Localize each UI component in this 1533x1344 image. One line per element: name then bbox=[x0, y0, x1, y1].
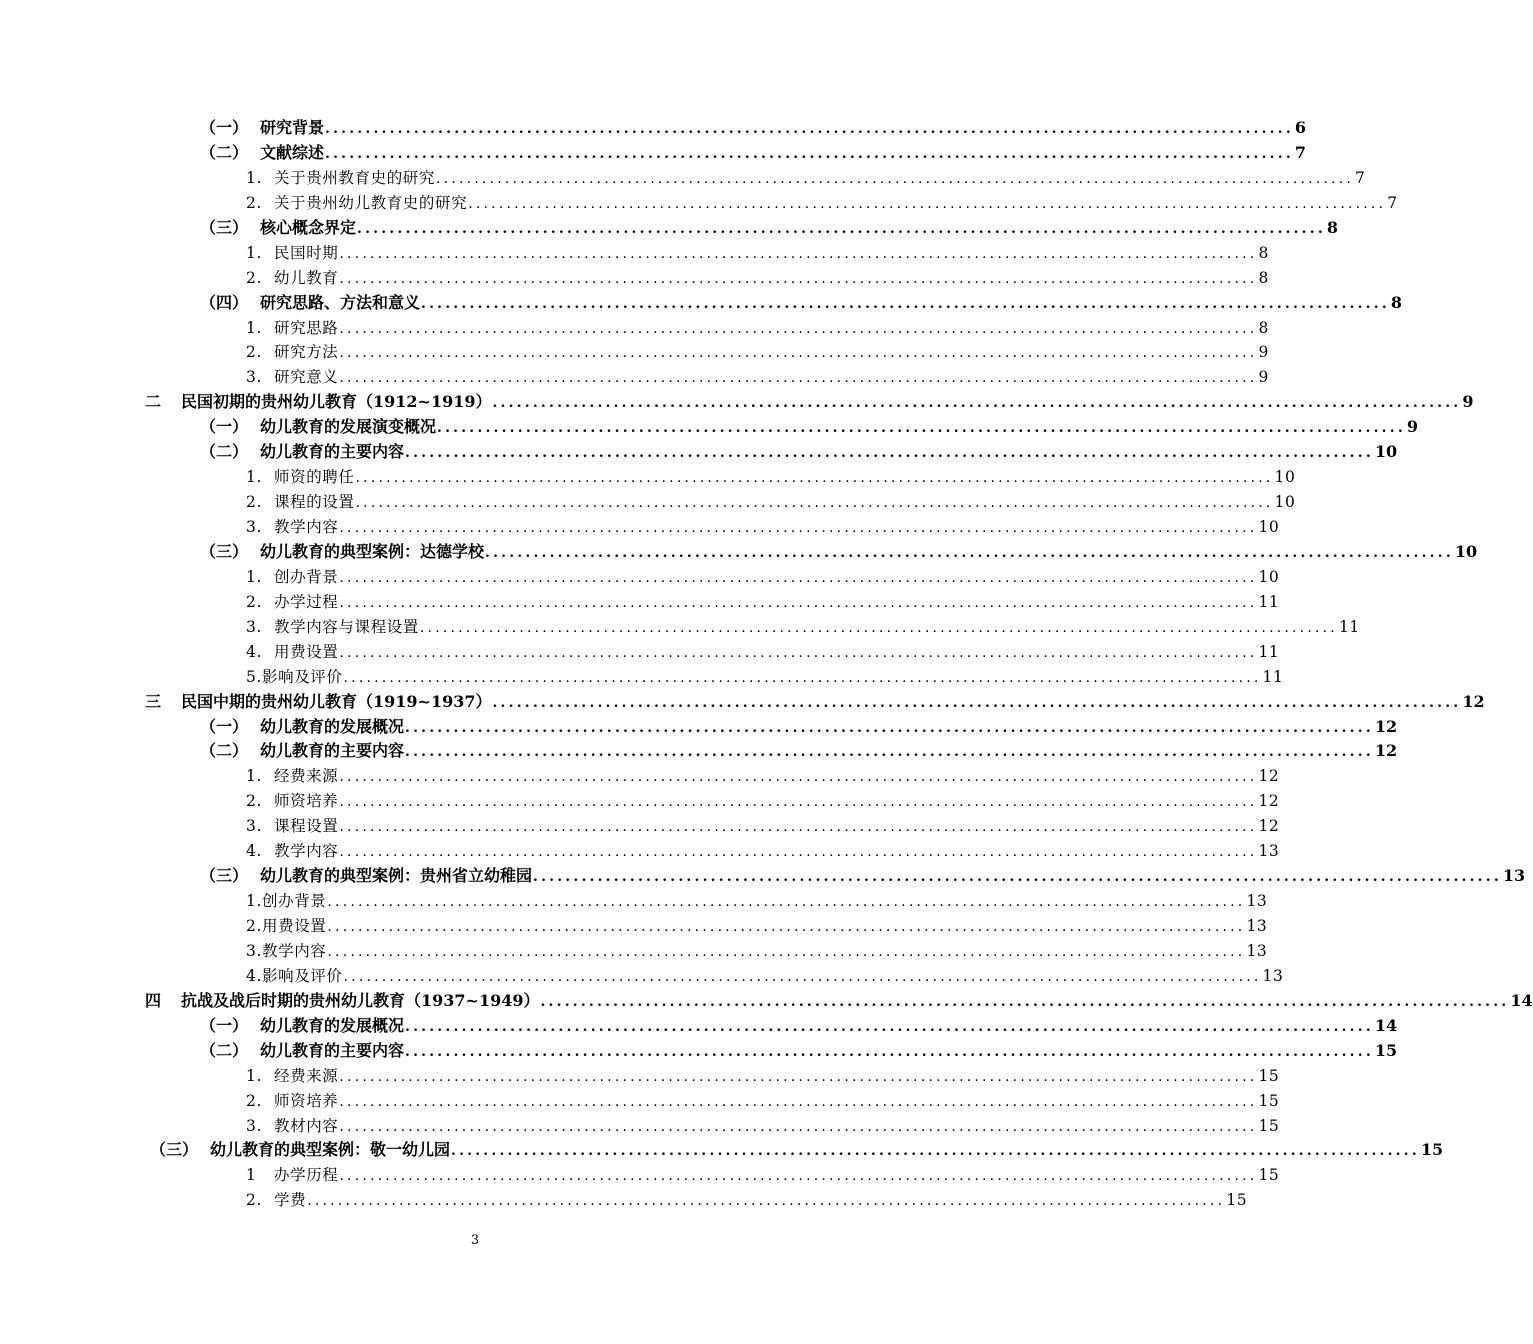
toc-entry-heading bbox=[145, 690, 491, 715]
toc-entry-title: 影响及评价 bbox=[262, 966, 343, 985]
toc-leader-dots: ........................................................................................................................ bbox=[327, 919, 1246, 935]
toc-entry-page: 11 bbox=[1338, 617, 1360, 636]
toc-entry-title: 研究思路、方法和意义 bbox=[260, 292, 421, 312]
toc-entry-number: 三 bbox=[145, 691, 162, 711]
toc-entry-title: 办学历程 bbox=[274, 1166, 339, 1185]
toc-leader-dots: ........................................................................................................................ bbox=[492, 395, 1462, 412]
toc-entry-heading bbox=[200, 116, 324, 141]
toc-leader-dots: ........................................................................................................................ bbox=[325, 121, 1294, 137]
toc-leader-dots: ........................................................................................................................ bbox=[339, 844, 1258, 861]
toc-entry[interactable] bbox=[0, 1039, 1398, 1064]
toc-entry-page: 10 bbox=[1454, 541, 1478, 561]
toc-leader-dots: ........................................................................................................................ bbox=[405, 1018, 1374, 1035]
toc-entry[interactable] bbox=[0, 565, 1280, 590]
toc-entry-heading bbox=[246, 316, 338, 341]
toc-leader-dots: ........................................................................................................................ bbox=[327, 943, 1246, 960]
toc-leader-dots: ........................................................................................................................ bbox=[339, 245, 1258, 262]
toc-leader-dots: ........................................................................................................................ bbox=[307, 1193, 1226, 1210]
toc-entry-heading bbox=[145, 989, 539, 1014]
toc-entry-page: 15 bbox=[1258, 1091, 1280, 1110]
toc-entry[interactable] bbox=[0, 914, 1268, 939]
toc-entry-heading bbox=[200, 141, 324, 166]
toc-entry[interactable] bbox=[0, 291, 1403, 316]
toc-entry-number: 2. bbox=[246, 1191, 262, 1210]
toc-leader-dots: ........................................................................................................................ bbox=[355, 495, 1274, 512]
toc-leader-dots: ........................................................................................................................ bbox=[533, 869, 1502, 886]
toc-entry-number: 四 bbox=[145, 990, 162, 1010]
toc-entry-number: 2. bbox=[246, 193, 262, 212]
toc-entry-title: 核心概念界定 bbox=[260, 217, 357, 237]
toc-entry-title: 幼儿教育的发展概况 bbox=[260, 716, 405, 736]
toc-entry-heading bbox=[200, 540, 484, 565]
toc-entry-number: 2. bbox=[246, 343, 262, 362]
toc-leader-dots: ........................................................................................................................ bbox=[339, 1068, 1258, 1085]
toc-entry-title: 创办背景 bbox=[262, 892, 327, 911]
toc-entry-page: 15 bbox=[1258, 1066, 1280, 1085]
toc-leader-dots: ........................................................................................................................ bbox=[339, 644, 1258, 661]
toc-leader-dots: ........................................................................................................................ bbox=[339, 819, 1258, 836]
toc-entry-number: 3. bbox=[246, 368, 262, 387]
toc-leader-dots: ........................................................................................................................ bbox=[339, 270, 1258, 287]
toc-entry-number: 2. bbox=[246, 1091, 262, 1110]
toc-entry[interactable] bbox=[0, 989, 1533, 1014]
toc-entry-heading bbox=[246, 789, 338, 814]
toc-entry-title: 教学内容 bbox=[262, 941, 327, 960]
toc-entry-title: 研究方法 bbox=[274, 343, 339, 362]
toc-entry-page: 11 bbox=[1258, 642, 1280, 661]
toc-entry[interactable] bbox=[0, 116, 1307, 141]
toc-leader-dots: ........................................................................................................................ bbox=[540, 993, 1510, 1010]
toc-entry-title: 幼儿教育的典型案例：贵州省立幼稚园 bbox=[260, 866, 533, 886]
toc-entry-number: 1 bbox=[246, 1166, 257, 1185]
toc-entry[interactable] bbox=[0, 390, 1474, 415]
toc-entry-title: 幼儿教育 bbox=[274, 268, 339, 287]
toc-entry-number: 1. bbox=[246, 567, 262, 586]
toc-entry-page: 12 bbox=[1258, 817, 1280, 836]
toc-entry-page: 8 bbox=[1326, 217, 1339, 237]
toc-entry-number: （一） bbox=[200, 716, 249, 736]
toc-entry-page: 8 bbox=[1258, 268, 1269, 287]
toc-entry-heading bbox=[246, 640, 338, 665]
toc-entry-number: （二） bbox=[200, 142, 249, 162]
toc-entry-number: （三） bbox=[200, 866, 249, 886]
toc-entry-title: 研究思路 bbox=[274, 318, 339, 337]
toc-leader-dots: ........................................................................................................................ bbox=[339, 769, 1258, 786]
toc-entry-heading bbox=[246, 665, 343, 690]
toc-entry-heading bbox=[200, 864, 532, 889]
toc-entry[interactable] bbox=[0, 316, 1269, 341]
toc-entry-title: 幼儿教育的典型案例：敬一幼儿园 bbox=[210, 1140, 451, 1160]
toc-leader-dots: ........................................................................................................................ bbox=[419, 619, 1338, 636]
toc-entry-number: 2. bbox=[246, 792, 262, 811]
toc-entry-heading bbox=[200, 291, 420, 316]
toc-entry-title: 关于贵州幼儿教育史的研究 bbox=[274, 193, 468, 212]
toc-entry-title: 学费 bbox=[274, 1191, 307, 1210]
toc-entry-page: 12 bbox=[1258, 767, 1280, 786]
toc-entry[interactable] bbox=[0, 440, 1398, 465]
toc-entry[interactable] bbox=[0, 939, 1268, 964]
toc-entry-title: 关于贵州教育史的研究 bbox=[274, 168, 436, 187]
toc-entry-heading bbox=[200, 440, 404, 465]
toc-entry-title: 经费来源 bbox=[274, 767, 339, 786]
toc-entry-page: 7 bbox=[1294, 142, 1307, 162]
toc-entry-heading bbox=[145, 390, 491, 415]
toc-entry-title: 幼儿教育的发展概况 bbox=[260, 1015, 405, 1035]
toc-entry-heading bbox=[246, 1163, 338, 1188]
toc-entry-heading bbox=[246, 964, 343, 989]
toc-entry-heading bbox=[246, 565, 338, 590]
toc-leader-dots: ........................................................................................................................ bbox=[339, 1118, 1258, 1135]
toc-entry[interactable] bbox=[0, 191, 1398, 216]
toc-leader-dots: ........................................................................................................................ bbox=[355, 470, 1274, 487]
toc-leader-dots: ........................................................................................................................ bbox=[325, 145, 1294, 162]
toc-entry-number: 2. bbox=[246, 268, 262, 287]
toc-entry-page: 10 bbox=[1274, 493, 1296, 512]
toc-entry-page: 9 bbox=[1462, 392, 1474, 412]
toc-entry-title: 经费来源 bbox=[274, 1066, 339, 1085]
toc-entry-title: 师资培养 bbox=[274, 792, 339, 811]
toc-leader-dots: ........................................................................................................................ bbox=[436, 170, 1355, 187]
toc-entry-title: 教学内容 bbox=[274, 518, 339, 536]
toc-entry[interactable] bbox=[0, 789, 1280, 814]
toc-entry-title: 民国初期的贵州幼儿教育（1912~1919） bbox=[181, 392, 492, 412]
toc-entry[interactable] bbox=[0, 1089, 1280, 1114]
toc-entry-number: 1. bbox=[246, 1066, 262, 1085]
toc-entry-number: 4. bbox=[246, 842, 262, 861]
toc-entry[interactable] bbox=[0, 665, 1284, 690]
toc-leader-dots: ........................................................................................................................ bbox=[339, 794, 1258, 811]
toc-leader-dots: ........................................................................................................................ bbox=[405, 719, 1374, 736]
toc-leader-dots: ........................................................................................................................ bbox=[492, 694, 1462, 711]
toc-entry-heading bbox=[246, 939, 326, 964]
toc-entry-heading bbox=[200, 1039, 404, 1064]
toc-entry-number: 5. bbox=[246, 667, 262, 686]
toc-entry[interactable] bbox=[0, 864, 1526, 889]
toc-leader-dots: ........................................................................................................................ bbox=[405, 1043, 1374, 1060]
toc-entry-heading bbox=[246, 191, 467, 216]
toc-entry-number: 3. bbox=[246, 518, 262, 536]
toc-entry-number: （二） bbox=[200, 442, 249, 462]
toc-entry-heading bbox=[246, 490, 355, 515]
toc-entry-title: 民国中期的贵州幼儿教育（1919~1937） bbox=[181, 691, 492, 711]
toc-entry[interactable] bbox=[0, 340, 1269, 365]
toc-leader-dots: ........................................................................................................................ bbox=[339, 569, 1258, 586]
toc-entry-number: （一） bbox=[200, 1015, 249, 1035]
toc-entry[interactable] bbox=[0, 166, 1366, 191]
toc-entry-page: 7 bbox=[1387, 193, 1398, 212]
toc-entry-page: 12 bbox=[1374, 741, 1398, 761]
toc-entry-heading bbox=[246, 241, 338, 266]
toc-entry[interactable] bbox=[0, 415, 1419, 440]
toc-entry-page: 10 bbox=[1258, 518, 1280, 536]
toc-entry-heading bbox=[246, 515, 338, 540]
toc-entry-heading bbox=[200, 715, 404, 740]
toc-entry-page: 9 bbox=[1406, 417, 1419, 437]
toc-entry-number: 3. bbox=[246, 941, 262, 960]
toc-entry-title: 幼儿教育的主要内容 bbox=[260, 741, 405, 761]
toc-entry[interactable] bbox=[0, 515, 1280, 540]
toc-entry-number: 1. bbox=[246, 318, 262, 337]
toc-entry-number: （二） bbox=[200, 1040, 249, 1060]
table-of-contents bbox=[0, 116, 1533, 1213]
toc-entry-heading bbox=[150, 1138, 450, 1163]
toc-leader-dots: ........................................................................................................................ bbox=[485, 544, 1454, 561]
toc-leader-dots: ........................................................................................................................ bbox=[339, 594, 1258, 611]
toc-entry[interactable] bbox=[0, 715, 1398, 740]
toc-entry-heading bbox=[246, 814, 338, 839]
toc-entry[interactable] bbox=[0, 739, 1398, 764]
toc-entry-heading bbox=[246, 166, 435, 191]
toc-leader-dots: ........................................................................................................................ bbox=[339, 320, 1258, 337]
toc-entry-heading bbox=[246, 1064, 338, 1089]
toc-entry-page: 13 bbox=[1258, 842, 1280, 861]
toc-entry-number: （二） bbox=[200, 741, 249, 761]
toc-entry-number: 4. bbox=[246, 642, 262, 661]
toc-entry[interactable] bbox=[0, 465, 1296, 490]
toc-entry[interactable] bbox=[0, 1114, 1280, 1139]
toc-entry[interactable] bbox=[0, 540, 1478, 565]
toc-entry-title: 文献综述 bbox=[260, 142, 325, 162]
toc-leader-dots: ........................................................................................................................ bbox=[405, 744, 1374, 761]
toc-entry-page: 13 bbox=[1502, 866, 1526, 886]
toc-entry-title: 课程的设置 bbox=[274, 493, 355, 512]
toc-entry-number: 二 bbox=[145, 392, 162, 412]
toc-entry-number: 1. bbox=[246, 168, 262, 187]
toc-entry[interactable] bbox=[0, 964, 1284, 989]
toc-entry-title: 创办背景 bbox=[274, 567, 339, 586]
toc-entry-number: （三） bbox=[200, 217, 249, 237]
toc-entry-page: 8 bbox=[1258, 318, 1269, 337]
toc-leader-dots: ........................................................................................................................ bbox=[339, 1168, 1258, 1185]
toc-entry[interactable] bbox=[0, 889, 1268, 914]
toc-entry-heading bbox=[246, 615, 419, 640]
toc-entry-page: 14 bbox=[1510, 990, 1533, 1010]
toc-entry[interactable] bbox=[0, 590, 1280, 615]
toc-entry-heading bbox=[246, 1089, 338, 1114]
toc-entry-title: 教学内容与课程设置 bbox=[274, 617, 419, 636]
toc-entry-heading bbox=[246, 914, 326, 939]
toc-entry-page: 12 bbox=[1462, 691, 1485, 711]
toc-entry[interactable] bbox=[0, 490, 1296, 515]
toc-entry-title: 民国时期 bbox=[274, 243, 339, 262]
toc-entry-page: 15 bbox=[1420, 1140, 1444, 1160]
toc-entry-title: 用费设置 bbox=[262, 917, 327, 935]
toc-entry-page: 10 bbox=[1374, 442, 1398, 462]
toc-leader-dots: ........................................................................................................................ bbox=[339, 520, 1258, 536]
toc-entry-heading bbox=[200, 1014, 404, 1039]
toc-entry[interactable] bbox=[0, 241, 1269, 266]
toc-entry-title: 用费设置 bbox=[274, 642, 339, 661]
toc-entry-number: 1. bbox=[246, 767, 262, 786]
toc-entry-page: 11 bbox=[1258, 592, 1280, 611]
page-number: 3 bbox=[470, 1233, 480, 1248]
toc-entry-number: 2. bbox=[246, 917, 262, 935]
toc-entry-number: 3. bbox=[246, 817, 262, 836]
toc-entry-number: 2. bbox=[246, 592, 262, 611]
toc-leader-dots: ........................................................................................................................ bbox=[339, 370, 1258, 387]
toc-entry-heading bbox=[246, 590, 338, 615]
toc-entry-title: 研究背景 bbox=[260, 118, 325, 137]
toc-entry-page: 15 bbox=[1374, 1040, 1398, 1060]
toc-entry-title: 办学过程 bbox=[274, 592, 339, 611]
toc-entry-number: （一） bbox=[200, 118, 249, 137]
toc-entry-title: 幼儿教育的发展演变概况 bbox=[260, 417, 437, 437]
toc-entry-page: 15 bbox=[1258, 1166, 1280, 1185]
toc-entry-page: 13 bbox=[1262, 966, 1284, 985]
toc-leader-dots: ........................................................................................................................ bbox=[343, 669, 1262, 686]
toc-entry-title: 幼儿教育的主要内容 bbox=[260, 442, 405, 462]
toc-entry-page: 14 bbox=[1374, 1015, 1398, 1035]
toc-leader-dots: ........................................................................................................................ bbox=[437, 420, 1406, 437]
toc-entry-page: 8 bbox=[1258, 243, 1269, 262]
toc-entry[interactable] bbox=[0, 216, 1339, 241]
toc-entry-title: 师资的聘任 bbox=[274, 468, 355, 487]
toc-entry[interactable] bbox=[0, 764, 1280, 789]
toc-entry-page: 10 bbox=[1274, 468, 1296, 487]
toc-entry-heading bbox=[246, 1188, 306, 1213]
toc-entry-heading bbox=[246, 465, 355, 490]
toc-entry-heading bbox=[246, 839, 338, 864]
toc-entry-number: （三） bbox=[150, 1140, 199, 1160]
toc-entry-page: 13 bbox=[1246, 917, 1268, 935]
toc-entry-heading bbox=[246, 365, 338, 390]
toc-entry-page: 7 bbox=[1355, 168, 1366, 187]
toc-entry-title: 师资培养 bbox=[274, 1091, 339, 1110]
toc-entry-number: 1. bbox=[246, 243, 262, 262]
toc-entry-heading bbox=[246, 764, 338, 789]
toc-entry-number: （三） bbox=[200, 541, 249, 561]
toc-entry-title: 研究意义 bbox=[274, 368, 339, 387]
toc-leader-dots: ........................................................................................................................ bbox=[343, 968, 1262, 985]
toc-leader-dots: ........................................................................................................................ bbox=[405, 445, 1374, 462]
toc-entry[interactable] bbox=[0, 640, 1280, 665]
toc-entry-number: （一） bbox=[200, 417, 249, 437]
toc-entry-page: 10 bbox=[1258, 567, 1280, 586]
toc-entry-number: 3. bbox=[246, 617, 262, 636]
toc-entry-heading bbox=[246, 340, 338, 365]
toc-entry-number: 4. bbox=[246, 966, 262, 985]
toc-leader-dots: ........................................................................................................................ bbox=[339, 345, 1258, 362]
toc-entry[interactable] bbox=[0, 1163, 1280, 1188]
toc-entry-page: 13 bbox=[1246, 941, 1268, 960]
toc-entry-heading bbox=[200, 415, 436, 440]
toc-leader-dots: ........................................................................................................................ bbox=[357, 220, 1326, 237]
toc-entry-number: 2. bbox=[246, 493, 262, 512]
toc-entry-number: （四） bbox=[200, 292, 249, 312]
toc-entry-page: 15 bbox=[1226, 1191, 1248, 1210]
toc-entry-page: 8 bbox=[1390, 292, 1403, 312]
toc-entry-page: 9 bbox=[1258, 368, 1269, 387]
toc-entry-heading bbox=[246, 266, 338, 291]
toc-entry-page: 15 bbox=[1258, 1116, 1280, 1135]
toc-entry[interactable] bbox=[0, 1188, 1248, 1213]
toc-entry[interactable] bbox=[0, 814, 1280, 839]
toc-entry-page: 12 bbox=[1374, 716, 1398, 736]
toc-entry-title: 教材内容 bbox=[274, 1116, 339, 1135]
toc-entry-title: 教学内容 bbox=[274, 842, 339, 861]
toc-entry[interactable] bbox=[0, 1014, 1398, 1039]
toc-entry-number: 1. bbox=[246, 892, 262, 911]
toc-entry[interactable] bbox=[0, 690, 1485, 715]
toc-entry-page: 13 bbox=[1246, 892, 1268, 911]
toc-leader-dots: ........................................................................................................................ bbox=[339, 1093, 1258, 1110]
toc-entry[interactable] bbox=[0, 141, 1307, 166]
toc-entry-page: 12 bbox=[1258, 792, 1280, 811]
toc-entry-title: 幼儿教育的主要内容 bbox=[260, 1040, 405, 1060]
toc-entry-title: 抗战及战后时期的贵州幼儿教育（1937~1949） bbox=[181, 990, 540, 1010]
toc-entry-title: 幼儿教育的典型案例：达德学校 bbox=[260, 541, 485, 561]
toc-entry-title: 课程设置 bbox=[274, 817, 339, 836]
toc-entry-number: 3. bbox=[246, 1116, 262, 1135]
toc-entry-page: 6 bbox=[1294, 118, 1307, 137]
toc-entry-number: 1. bbox=[246, 468, 262, 487]
toc-entry[interactable] bbox=[0, 615, 1360, 640]
toc-entry-heading bbox=[200, 739, 404, 764]
toc-entry-title: 影响及评价 bbox=[262, 667, 343, 686]
toc-leader-dots: ........................................................................................................................ bbox=[327, 894, 1246, 911]
toc-entry[interactable] bbox=[0, 365, 1269, 390]
toc-entry-heading bbox=[246, 889, 326, 914]
toc-entry-heading bbox=[246, 1114, 338, 1139]
toc-leader-dots: ........................................................................................................................ bbox=[468, 195, 1387, 212]
toc-entry[interactable] bbox=[0, 1064, 1280, 1089]
toc-entry-page: 9 bbox=[1258, 343, 1269, 362]
toc-entry-heading bbox=[200, 216, 356, 241]
toc-entry[interactable] bbox=[0, 1138, 1444, 1163]
toc-entry[interactable] bbox=[0, 839, 1280, 864]
toc-entry-page: 11 bbox=[1262, 667, 1284, 686]
toc-leader-dots: ........................................................................................................................ bbox=[451, 1143, 1420, 1160]
toc-entry[interactable] bbox=[0, 266, 1269, 291]
toc-leader-dots: ........................................................................................................................ bbox=[421, 295, 1390, 312]
